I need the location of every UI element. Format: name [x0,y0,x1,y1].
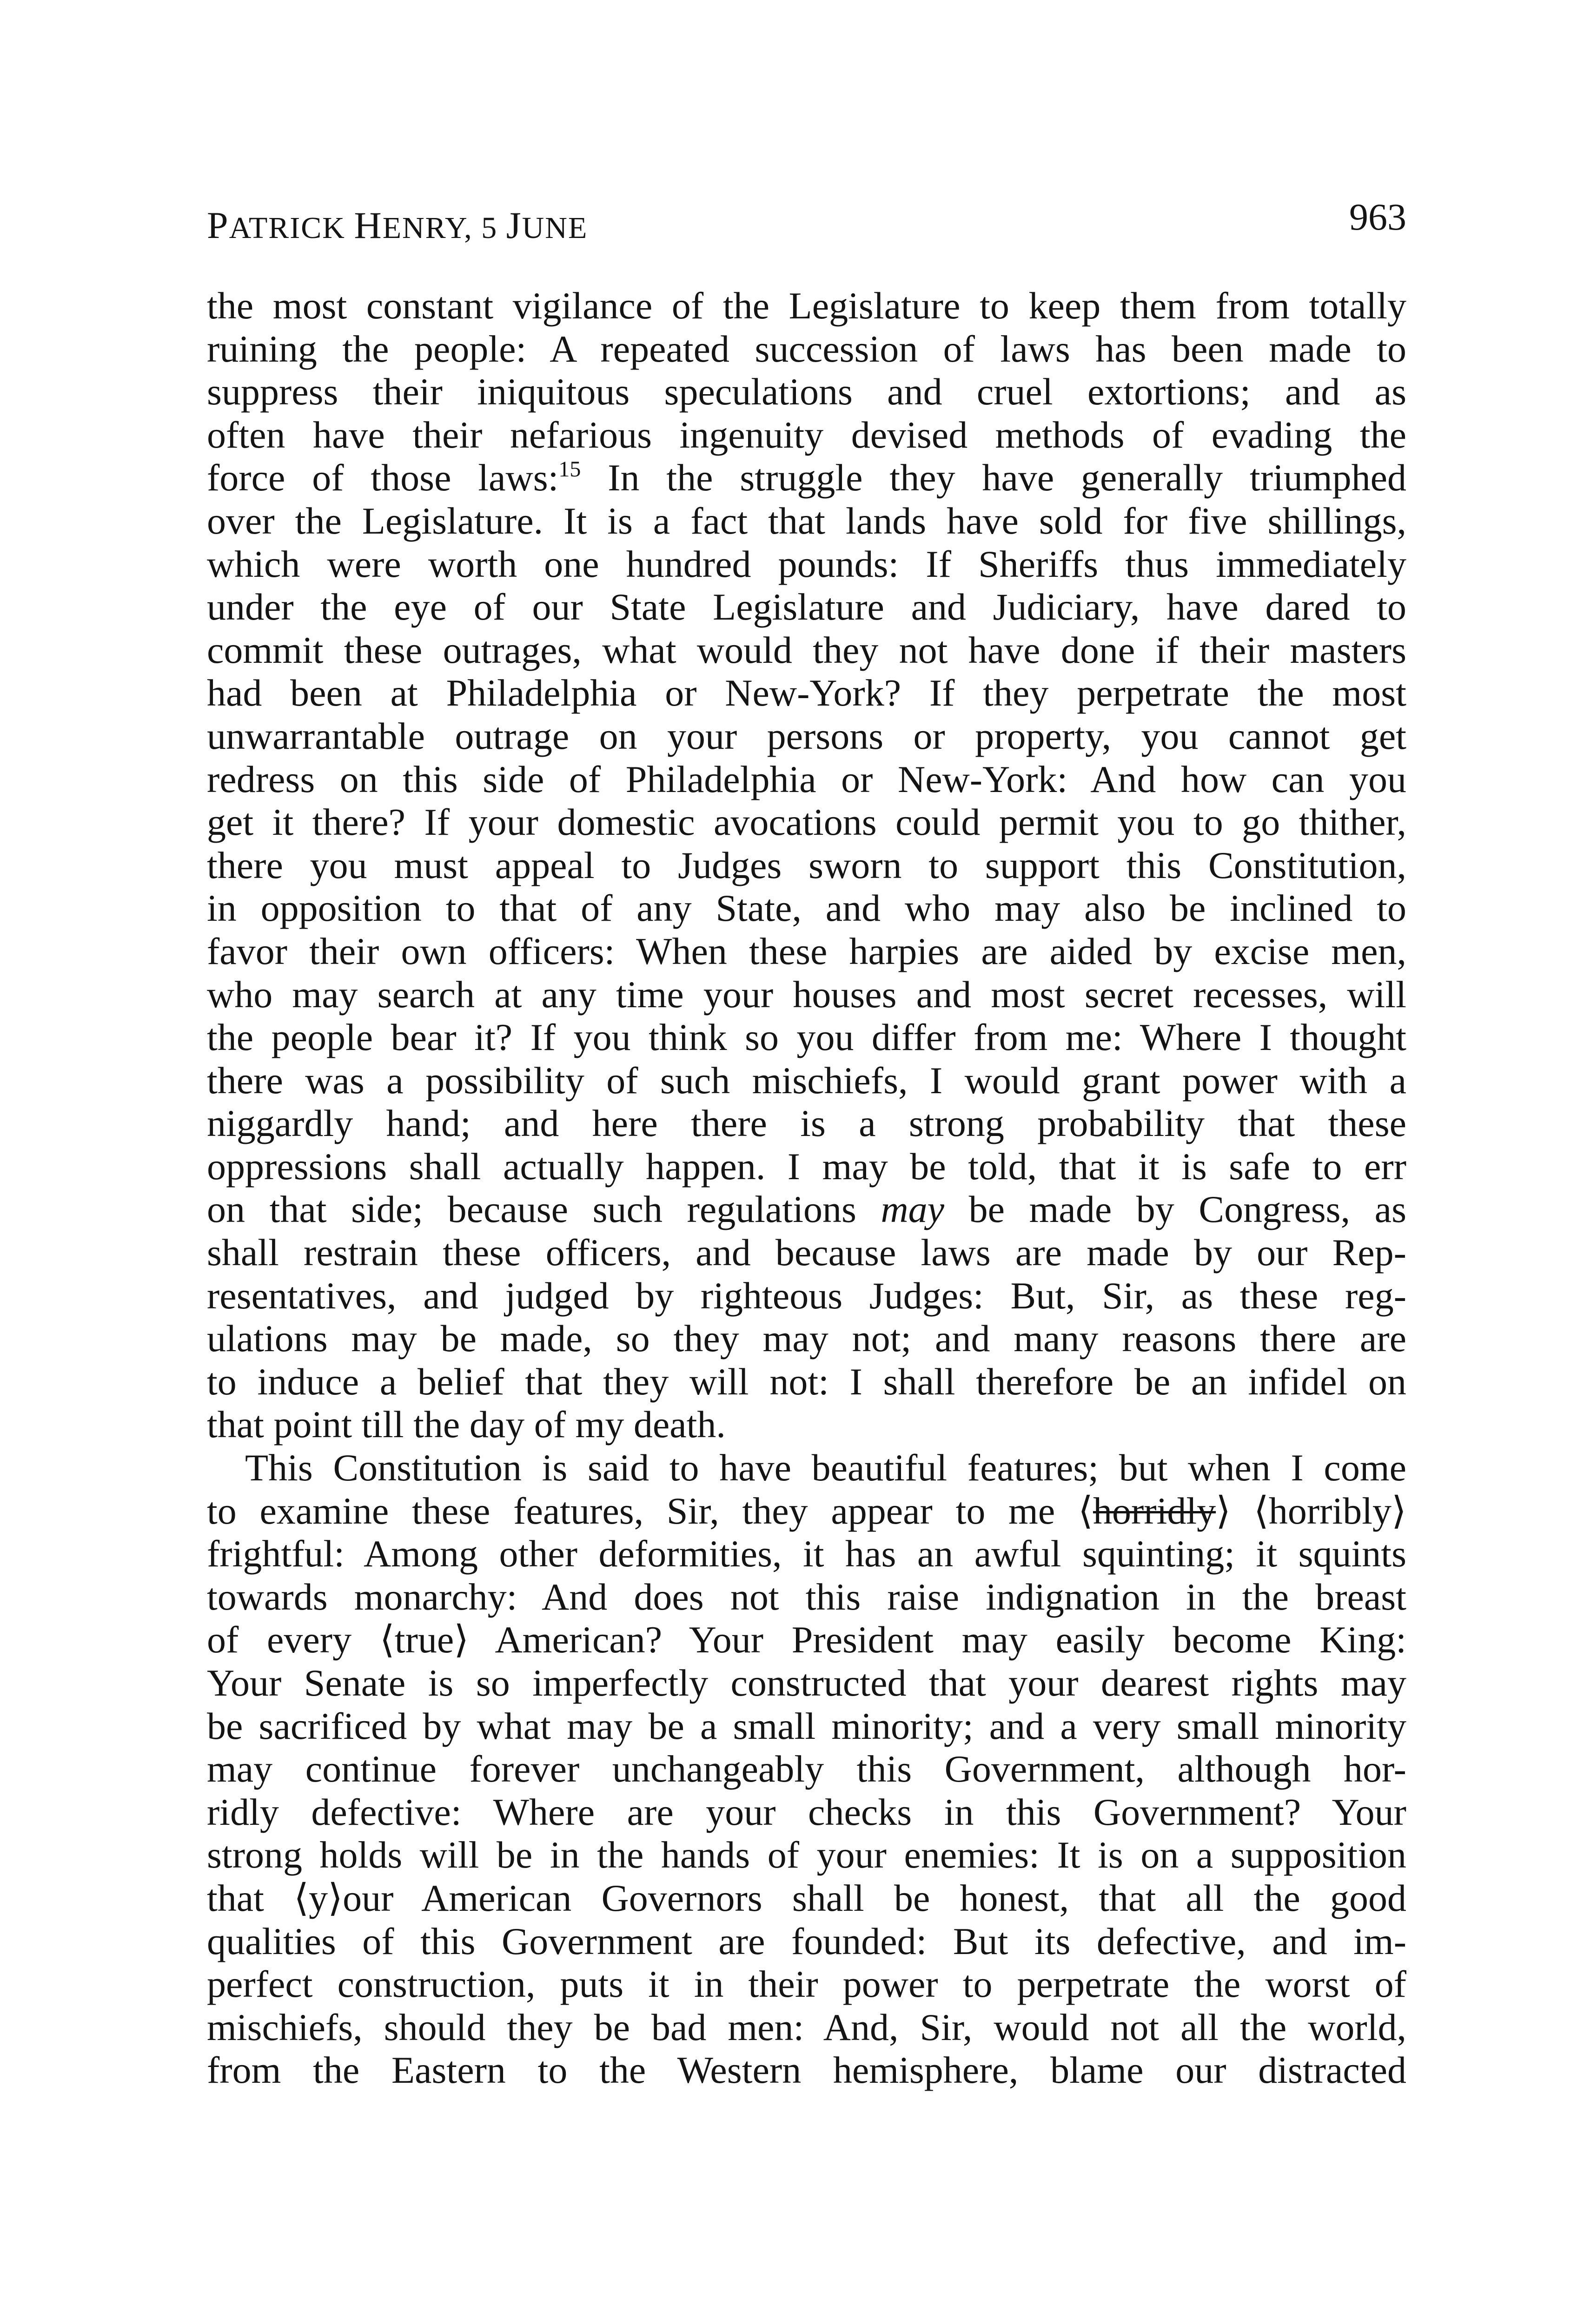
text-line: Your Senate is so imperfectly constructed that your dearest rights may [207,1662,1406,1704]
text-segment: on that side; because such regulations [207,1188,881,1231]
text-line: strong holds will be in the hands of your enemies: It is on a supposition [207,1834,1406,1876]
text-line: often have their nefarious ingenuity devised methods of evading the [207,413,1406,456]
text-line: may continue forever unchangeably this Government, although hor- [207,1748,1406,1790]
running-head-text-3: UNE [522,211,588,245]
text-line: be sacrificed by what may be a small minority; and a very small minority [207,1704,1406,1747]
paragraph-last-line: that point till the day of my death. [207,1403,726,1446]
running-head [207,204,588,247]
running-head-initial-j: J [506,204,522,246]
text-segment: ⟩ ⟨horribly⟩ [1216,1489,1407,1532]
text-line: had been at Philadelphia or New-York? If they perpetrate the most [207,672,1406,714]
footnote-reference: 15 [558,457,581,482]
text-line: towards monarchy: And does not this raise indignation in the breast [207,1575,1406,1618]
text-line: there you must appeal to Judges sworn to support this Constitution, [207,844,1406,886]
text-line: unwarrantable outrage on your persons or property, you cannot get [207,714,1406,757]
text-line: ridly defective: Where are your checks in this Government? Your [207,1790,1406,1833]
text-line: which were worth one hundred pounds: If Sheriffs thus immediately [207,542,1406,585]
text-line: over the Legislature. It is a fact that lands have sold for five shillings, [207,499,1406,542]
running-head-initial-h: H [354,204,383,246]
page-header [207,195,1406,251]
text-line: shall restrain these officers, and because laws are made by our Rep- [207,1231,1406,1274]
running-head-text-1: ATRICK [229,211,354,245]
text-line: the most constant vigilance of the Legislature to keep them from totally [207,284,1406,327]
text-line: in opposition to that of any State, and who may also be inclined to [207,887,1406,930]
text-line: oppressions shall actually happen. I may be told, that it is safe to err [207,1145,1406,1188]
text-line: of every ⟨true⟩ American? Your President may easily become King: [207,1618,1406,1661]
text-line [207,1188,1406,1231]
text-line [207,1490,1406,1533]
text-line: the people bear it? If you think so you differ from me: Where I thought [207,1016,1406,1059]
text-line: niggardly hand; and here there is a strong probability that these [207,1102,1406,1145]
text-line: commit these outrages, what would they not have done if their masters [207,628,1406,671]
text-line: under the eye of our State Legislature and Judiciary, have dared to [207,586,1406,628]
running-head-initial-p: P [207,204,229,246]
text-segment: be made by Congress, as [944,1188,1406,1231]
text-line: frightful: Among other deformities, it has an awful squinting; it squints [207,1532,1406,1575]
text-line: to induce a belief that they will not: I shall therefore be an infidel on [207,1360,1406,1403]
text-line: perfect construction, puts it in their power to perpetrate the worst of [207,1963,1406,2006]
text-line: ruining the people: A repeated succession of laws has been made to [207,327,1406,370]
text-line: that ⟨y⟩our American Governors shall be honest, that all the good [207,1876,1406,1919]
text-line: there was a possibility of such mischiefs, I would grant power with a [207,1059,1406,1102]
text-line: favor their own officers: When these harpies are aided by excise men, [207,930,1406,972]
text-segment: In the struggle they have generally triumphed [581,456,1406,499]
body-text [207,284,1406,2092]
italic-emphasis: may [881,1188,945,1231]
text-line: qualities of this Government are founded: But its defective, and im- [207,1920,1406,1962]
text-line: redress on this side of Philadelphia or New-York: And how can you [207,758,1406,800]
text-line: suppress their iniquitous speculations and cruel extortions; and as [207,370,1406,413]
page-number: 963 [1349,196,1406,238]
text-line: ulations may be made, so they may not; and many reasons there are [207,1317,1406,1360]
text-segment: force of those laws: [207,456,559,499]
text-line: from the Eastern to the Western hemisphere, blame our distracted [207,2049,1406,2092]
text-line: get it there? If your domestic avocations could permit you to go thither, [207,801,1406,844]
text-segment: to examine these features, Sir, they appear to me ⟨ [207,1489,1093,1532]
text-line [207,456,1406,500]
paragraph-first-line: This Constitution is said to have beautiful features; but when I come [245,1446,1406,1489]
running-head-text-2: ENRY, 5 [382,211,506,245]
struck-through-word: horridly [1093,1489,1216,1532]
text-line: mischiefs, should they be bad men: And, Sir, would not all the world, [207,2006,1406,2048]
text-line: who may search at any time your houses and most secret recesses, will [207,973,1406,1016]
text-line: resentatives, and judged by righteous Judges: But, Sir, as these reg- [207,1274,1406,1317]
